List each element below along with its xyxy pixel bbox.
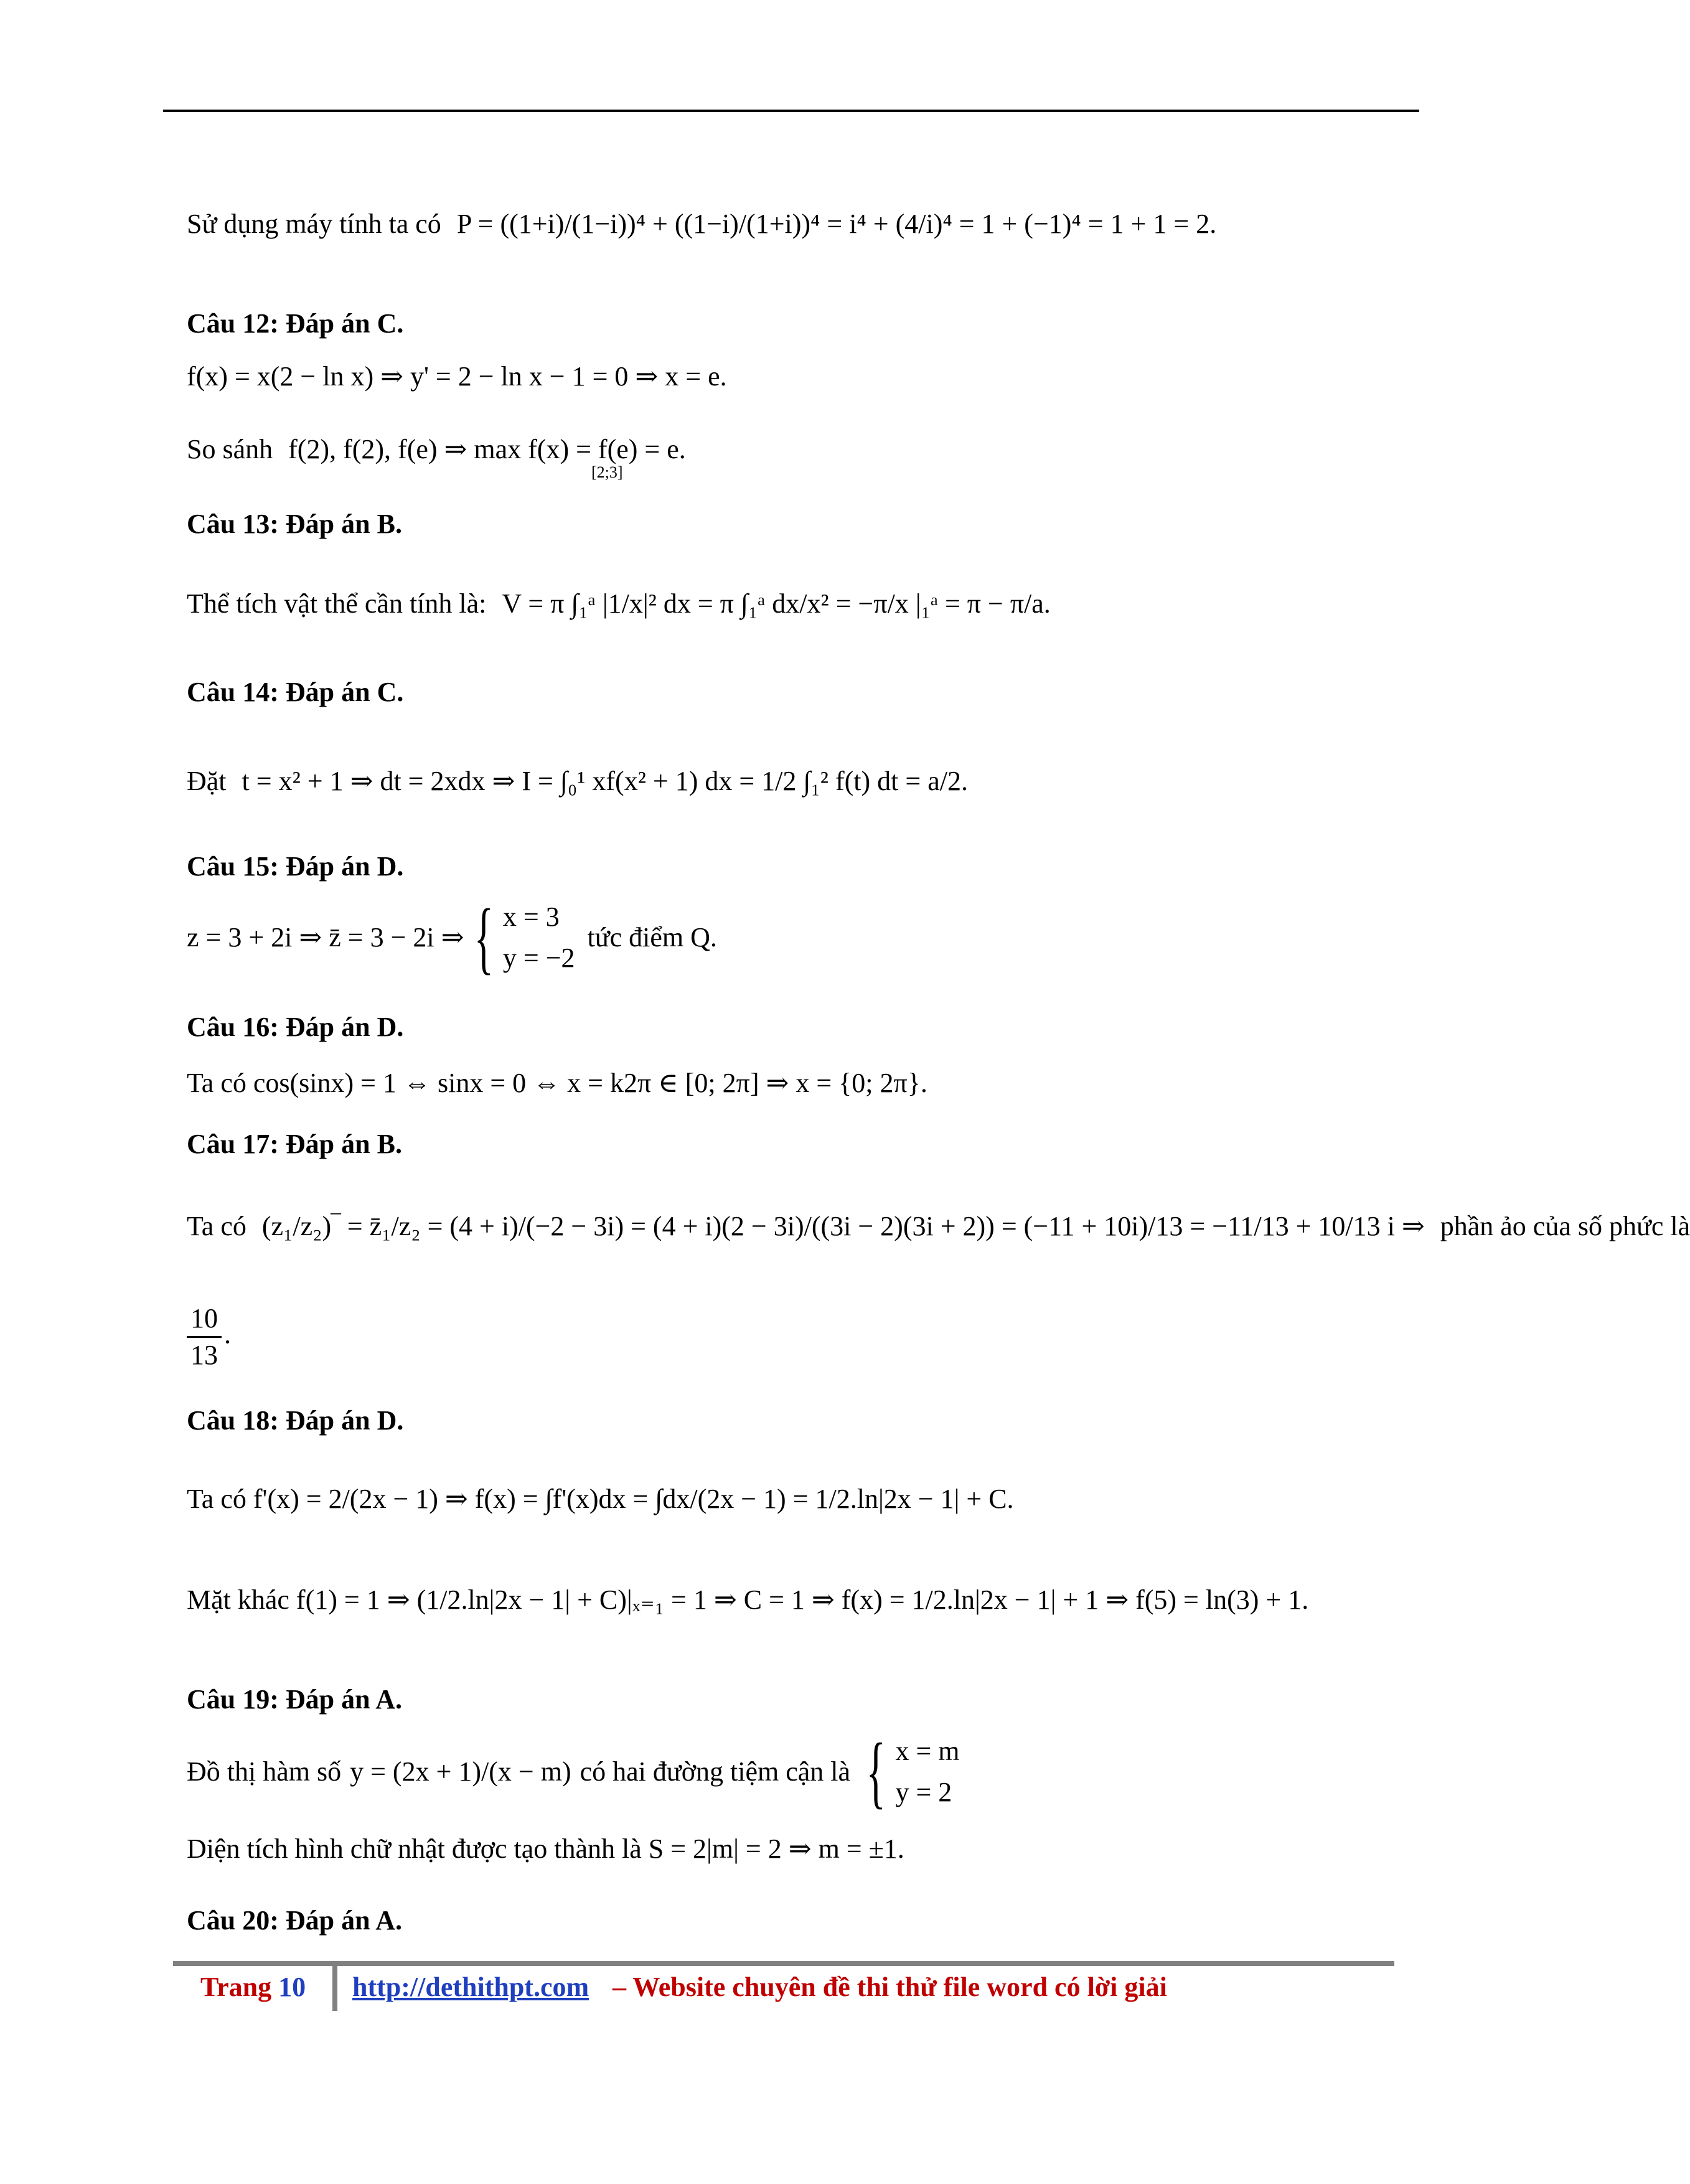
q15-formula: z = 3 + 2i ⇒ z̄ = 3 − 2i ⇒	[187, 922, 464, 953]
q20-heading: Câu 20: Đáp án A.	[187, 1905, 402, 1936]
q13-prefix: Thể tích vật thể cần tính là:	[187, 588, 487, 619]
q19-system	[895, 1731, 959, 1813]
q15-suffix: tức điểm Q.	[587, 922, 717, 953]
q12-heading: Câu 12: Đáp án C.	[187, 308, 404, 339]
q15-sys1: x = 3	[502, 901, 560, 932]
q12-line1: f(x) = x(2 − ln x) ⇒ y' = 2 − ln x − 1 = 0 ⇒ x = e.	[187, 361, 727, 392]
q15-sys2: y = −2	[502, 943, 575, 973]
q13-heading: Câu 13: Đáp án B.	[187, 509, 402, 539]
q18-heading: Câu 18: Đáp án D.	[187, 1405, 404, 1436]
footer-page-number: 10	[278, 1972, 306, 2002]
q14-line	[187, 763, 968, 800]
q19-sys1: x = m	[895, 1736, 960, 1766]
q16-heading: Câu 16: Đáp án D.	[187, 1012, 404, 1042]
q17-answer-period: .	[224, 1319, 231, 1350]
q18-line1: Ta có f'(x) = 2/(2x − 1) ⇒ f(x) = ∫f'(x)dx = ∫dx/(2x − 1) = 1/2.ln|2x − 1| + C.	[187, 1484, 1014, 1514]
q12-max-range: [2;3]	[591, 463, 623, 481]
q12-line2-formula: f(2), f(2), f(e) ⇒ max f(x) = f(e) = e.	[288, 434, 686, 464]
q12-line2-prefix: So sánh	[187, 434, 273, 464]
q17-suffix: phần ảo của số phức là	[1440, 1211, 1690, 1241]
q17-formula: (z₁/z₂)‾ = z̄₁/z₂ = (4 + i)/(−2 − 3i) = (4 + i)(2 − 3i)/((3i − 2)(3i + 2)) = (−11 + 10i)/13 = −11/13 + 10/13 i ⇒	[261, 1211, 1425, 1241]
footer-separator	[332, 1966, 337, 2011]
footer-tagline: – Website chuyên đề thi thử file word có lời giải	[613, 1972, 1167, 2002]
q13-formula: V = π ∫₁ᵃ |1/x|² dx = π ∫₁ᵃ dx/x² = −π/x |₁ᵃ = π − π/a.	[502, 588, 1051, 619]
q16-line: Ta có cos(sinx) = 1 ⇔ sinx = 0 ⇔ x = k2π ∈ [0; 2π] ⇒ x = {0; 2π}.	[187, 1068, 927, 1098]
q18-line2: Mặt khác f(1) = 1 ⇒ (1/2.ln|2x − 1| + C)|ₓ₌₁ = 1 ⇒ C = 1 ⇒ f(x) = 1/2.ln|2x − 1| + 1 ⇒ f(5) = ln(3) + 1.	[187, 1584, 1309, 1615]
footer-website-link[interactable]: http://dethithpt.com	[352, 1972, 589, 2002]
q14-prefix: Đặt	[187, 766, 227, 796]
q13-line	[187, 585, 1051, 623]
q19-mid: có hai đường tiệm cận là	[580, 1756, 851, 1787]
footer-page-label: Trang	[200, 1972, 272, 2002]
q12-line2	[187, 431, 686, 481]
q19-prefix: Đồ thị hàm số	[187, 1756, 342, 1787]
q15-system	[503, 897, 575, 979]
q17-prefix: Ta có	[187, 1211, 246, 1241]
q19-line1	[187, 1727, 972, 1817]
q17-line	[187, 1208, 1690, 1245]
footer-rule	[173, 1961, 1394, 1966]
q15-heading: Câu 15: Đáp án D.	[187, 851, 404, 882]
intro-line	[187, 205, 1216, 243]
footer-page	[200, 1971, 306, 2003]
q19-line2: Diện tích hình chữ nhật được tạo thành là S = 2|m| = 2 ⇒ m = ±1.	[187, 1833, 904, 1864]
q19-brace: {	[866, 1727, 886, 1817]
intro-text: Sử dụng máy tính ta có	[187, 209, 441, 239]
q17-answer-den: 13	[190, 1340, 218, 1370]
q17-answer	[187, 1301, 231, 1373]
q17-answer-fraction	[187, 1301, 222, 1373]
q15-line	[187, 893, 717, 982]
header-rule	[163, 110, 1419, 112]
q14-formula: t = x² + 1 ⇒ dt = 2xdx ⇒ I = ∫₀¹ xf(x² + 1) dx = 1/2 ∫₁² f(t) dt = a/2.	[242, 766, 968, 796]
q19-func: y = (2x + 1)/(x − m)	[350, 1756, 571, 1787]
q19-heading: Câu 19: Đáp án A.	[187, 1684, 402, 1715]
q15-brace: {	[474, 893, 494, 982]
intro-formula: P = ((1+i)/(1−i))⁴ + ((1−i)/(1+i))⁴ = i⁴ + (4/i)⁴ = 1 + (−1)⁴ = 1 + 1 = 2.	[456, 209, 1217, 239]
q17-heading: Câu 17: Đáp án B.	[187, 1129, 402, 1159]
q17-answer-num: 10	[187, 1301, 222, 1338]
q19-sys2: y = 2	[895, 1777, 952, 1807]
q14-heading: Câu 14: Đáp án C.	[187, 677, 404, 707]
